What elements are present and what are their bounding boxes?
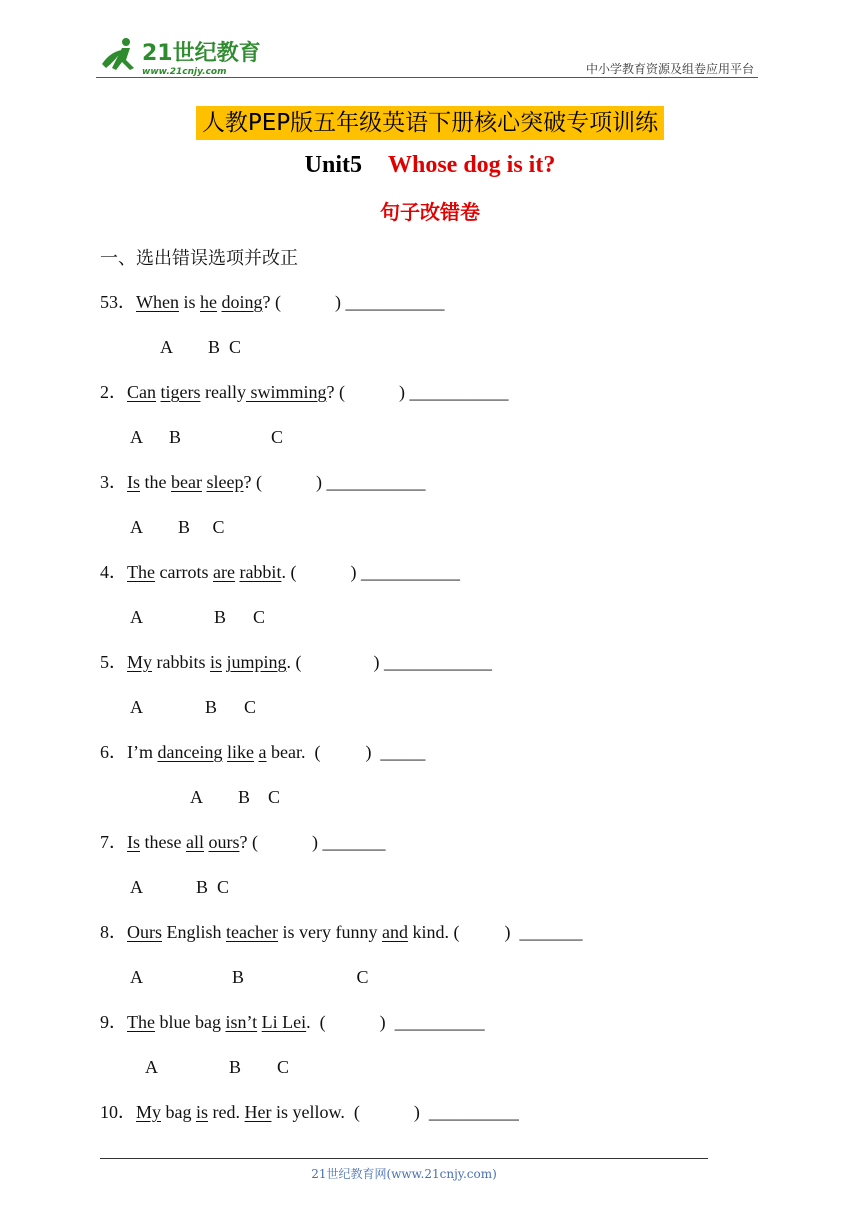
- question-5: 5．My rabbits is jumping. ( ) ____________: [100, 652, 493, 672]
- options-53: A B C: [160, 337, 242, 357]
- footer-divider: [100, 1158, 708, 1159]
- options-2: A B C: [130, 427, 284, 447]
- options-4: A B C: [130, 607, 266, 627]
- question-6: 6．I’m danceing like a bear. ( ) _____: [100, 742, 426, 762]
- question-2: 2．Can tigers really swimming? ( ) ___________: [100, 382, 509, 402]
- unit-number: Unit5: [304, 152, 362, 178]
- logo-url: www.21cnjy.com: [142, 67, 227, 77]
- main-title: 人教PEP版五年级英语下册核心突破专项训练: [196, 106, 664, 140]
- question-7: 7．Is these all ours? ( ) _______: [100, 832, 386, 852]
- question-3: 3．Is the bear sleep? ( ) ___________: [100, 472, 426, 492]
- question-8: 8．Ours English teacher is very funny and kind. ( ) _______: [100, 922, 583, 942]
- question-4: 4．The carrots are rabbit. ( ) ___________: [100, 562, 460, 582]
- unit-title: [0, 152, 860, 179]
- options-5: A B C: [130, 697, 257, 717]
- header-divider: [96, 77, 758, 78]
- section-heading: 一、选出错误选项并改正: [100, 248, 298, 269]
- question-10: 10．My bag is red. Her is yellow. ( ) __________: [100, 1102, 519, 1122]
- options-8: A B C: [130, 967, 369, 987]
- unit-name: Whose dog is it?: [387, 152, 556, 178]
- worksheet-subtitle: 句子改错卷: [380, 200, 480, 224]
- question-53: 53．When is he doing? ( ) ___________: [100, 292, 445, 312]
- options-6: A B C: [190, 787, 281, 807]
- site-logo: [96, 34, 261, 78]
- header-tagline: 中小学教育资源及组卷应用平台: [585, 62, 754, 76]
- options-3: A B C: [130, 517, 225, 537]
- logo-text: 21世纪教育: [142, 41, 261, 66]
- options-7: A B C: [130, 877, 230, 897]
- footer-text: 21世纪教育网(www.21cnjy.com): [311, 1167, 497, 1181]
- options-9: A B C: [145, 1057, 290, 1077]
- question-9: 9．The blue bag isn’t Li Lei. ( ) __________: [100, 1012, 485, 1032]
